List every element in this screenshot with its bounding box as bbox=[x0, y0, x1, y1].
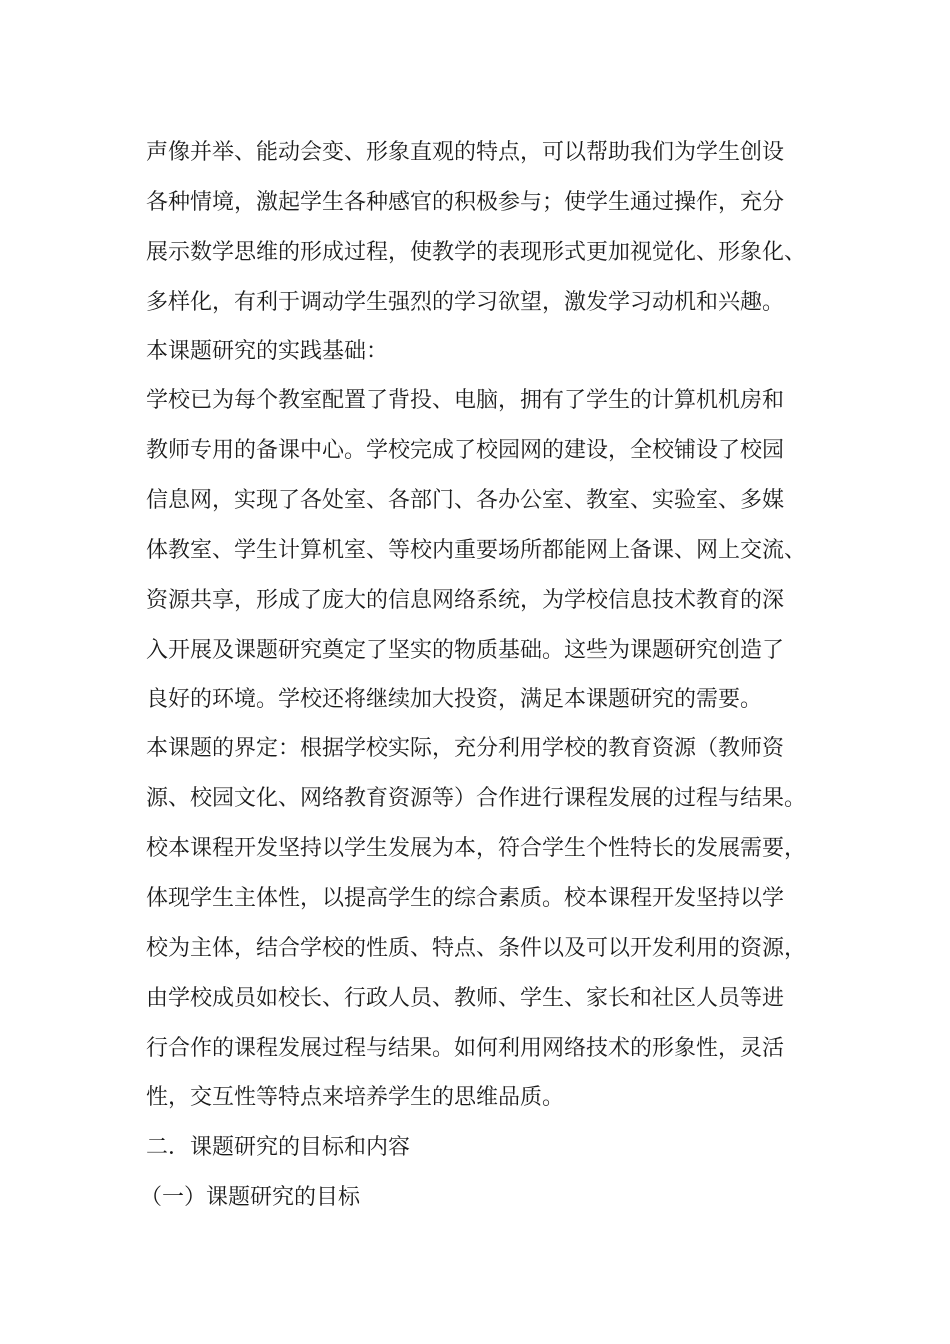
text-line: 各种情境，激起学生各种感官的积极参与；使学生通过操作，充分 bbox=[146, 190, 785, 215]
text-line: 教师专用的备课中心。学校完成了校园网的建设，全校铺设了校园 bbox=[146, 438, 785, 463]
text-line: 入开展及课题研究奠定了坚实的物质基础。这些为课题研究创造了 bbox=[146, 638, 785, 663]
text-line: 信息网，实现了各处室、各部门、各办公室、教室、实验室、多媒 bbox=[146, 488, 785, 513]
text-line: 体教室、学生计算机室、等校内重要场所都能网上备课、网上交流、 bbox=[146, 538, 807, 563]
text-line: 源、校园文化、网络教育资源等）合作进行课程发展的过程与结果。 bbox=[146, 786, 807, 811]
text-line: 行合作的课程发展过程与结果。如何利用网络技术的形象性，灵活 bbox=[146, 1036, 785, 1061]
text-line: 资源共享，形成了庞大的信息网络系统，为学校信息技术教育的深 bbox=[146, 588, 785, 613]
text-line: 校为主体，结合学校的性质、特点、条件以及可以开发利用的资源， bbox=[146, 936, 807, 961]
text-line: 体现学生主体性，以提高学生的综合素质。校本课程开发坚持以学 bbox=[146, 886, 785, 911]
text-line: 展示数学思维的形成过程，使教学的表现形式更加视觉化、形象化、 bbox=[146, 240, 807, 265]
section-label: 本课题研究的实践基础： bbox=[146, 339, 389, 364]
text-line: 声像并举、能动会变、形象直观的特点，可以帮助我们为学生创设 bbox=[146, 140, 785, 165]
subsection-heading: （一）课题研究的目标 bbox=[140, 1185, 361, 1210]
text-line: 性，交互性等特点来培养学生的思维品质。 bbox=[146, 1085, 565, 1110]
text-line: 学校已为每个教室配置了背投、电脑，拥有了学生的计算机机房和 bbox=[146, 388, 785, 413]
text-line: 良好的环境。学校还将继续加大投资，满足本课题研究的需要。 bbox=[146, 687, 763, 712]
text-line: 由学校成员如校长、行政人员、教师、学生、家长和社区人员等进 bbox=[146, 986, 785, 1011]
text-line: 校本课程开发坚持以学生发展为本，符合学生个性特长的发展需要， bbox=[146, 836, 807, 861]
text-line: 多样化，有利于调动学生强烈的学习欲望，激发学习动机和兴趣。 bbox=[146, 290, 785, 315]
text-line: 本课题的界定：根据学校实际，充分利用学校的教育资源（教师资 bbox=[146, 736, 785, 761]
section-heading: 二．课题研究的目标和内容 bbox=[146, 1135, 411, 1160]
